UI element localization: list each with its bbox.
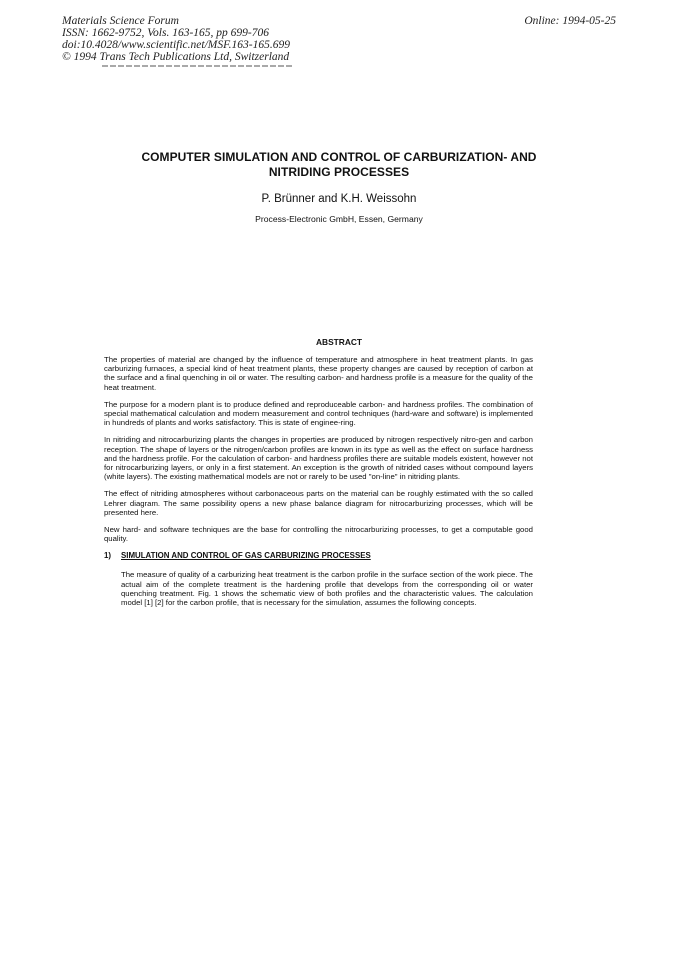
title-line-2: NITRIDING PROCESSES	[268, 165, 410, 179]
abstract-paragraph: In nitriding and nitrocarburizing plants the changes in properties are produced by nitrogen respectively nitro-gen and carbon reception. The shape of layers or the nitrogen/carbon profiles are known in its type as well as the effect on surface hardness and the hardness profile. For the calculation of carbon- and hardness profiles there are suitable models existent, however not for nitrocarburizing layers, or only in a first statement. An exception is the growth of nitrided cases without compound layers (white layers). The existing mathematical models are not or rarely to be used "on-line" in nitriding plants.	[104, 435, 533, 482]
abstract-paragraph: The purpose for a modern plant is to produce defined and reproduceable carbon- and hardness profiles. The combination of special mathematical calculation and modern measurement and control techniques (hard-ware and software) is implemented in hundreds of plants and works satisfactory. This is state of enginee-ring.	[104, 399, 533, 428]
section-paragraph: The measure of quality of a carburizing heat treatment is the carbon profile in the surface section of the work piece. The actual aim of the complete treatment is the hardening profile that develops from the corresponding oil or water quenching treatment. Fig. 1 shows the schematic view of both profiles and the characteristic values. The calculation model [1] [2] for the carbon profile, that is necessary for the simulation, assumes the following concepts.	[121, 570, 533, 608]
affiliation: Process-Electronic GmbH, Essen, Germany	[255, 214, 423, 224]
publication-metadata	[62, 15, 290, 63]
issn-line: ISSN: 1662-9752, Vols. 163-165, pp 699-706	[62, 27, 269, 39]
abstract-paragraph: New hard- and software techniques are the base for controlling the nitrocarburizing processes, to get a computable good quality.	[104, 525, 533, 544]
journal-name: Materials Science Forum	[62, 15, 179, 27]
abstract-paragraph: The effect of nitriding atmospheres without carbonaceous parts on the material can be roughly estimated with the so called Lehrer diagram. The same possibility opens a new phase balance diagram for nitrocarburizing processes, which will be presented here.	[104, 489, 533, 517]
faded-scan-artifact	[102, 64, 292, 69]
section-title: SIMULATION AND CONTROL OF GAS CARBURIZING PROCESSES	[121, 551, 371, 561]
paper-body	[104, 355, 533, 615]
section-number: 1)	[104, 551, 112, 561]
abstract-paragraph: The properties of material are changed by the influence of temperature and atmosphere in heat treatment plants. In gas carburizing furnaces, a special kind of heat treatment plants, these property changes are caused by reception of carbon at the surface and a final quenching in oil or water. The resulting carbon- and hardness profile is a measure for the quality of the heat treatment.	[104, 355, 533, 392]
title-line-1: COMPUTER SIMULATION AND CONTROL OF CARBURIZATION- AND	[141, 150, 537, 164]
online-date: Online: 1994-05-25	[524, 15, 616, 27]
doi-line: doi:10.4028/www.scientific.net/MSF.163-165.699	[62, 39, 290, 51]
section-heading	[104, 551, 533, 561]
copyright-line: © 1994 Trans Tech Publications Ltd, Switzerland	[62, 51, 290, 63]
authors: P. Brünner and K.H. Weissohn	[261, 193, 417, 205]
paper-title	[96, 150, 582, 180]
abstract-heading: ABSTRACT	[315, 337, 363, 347]
